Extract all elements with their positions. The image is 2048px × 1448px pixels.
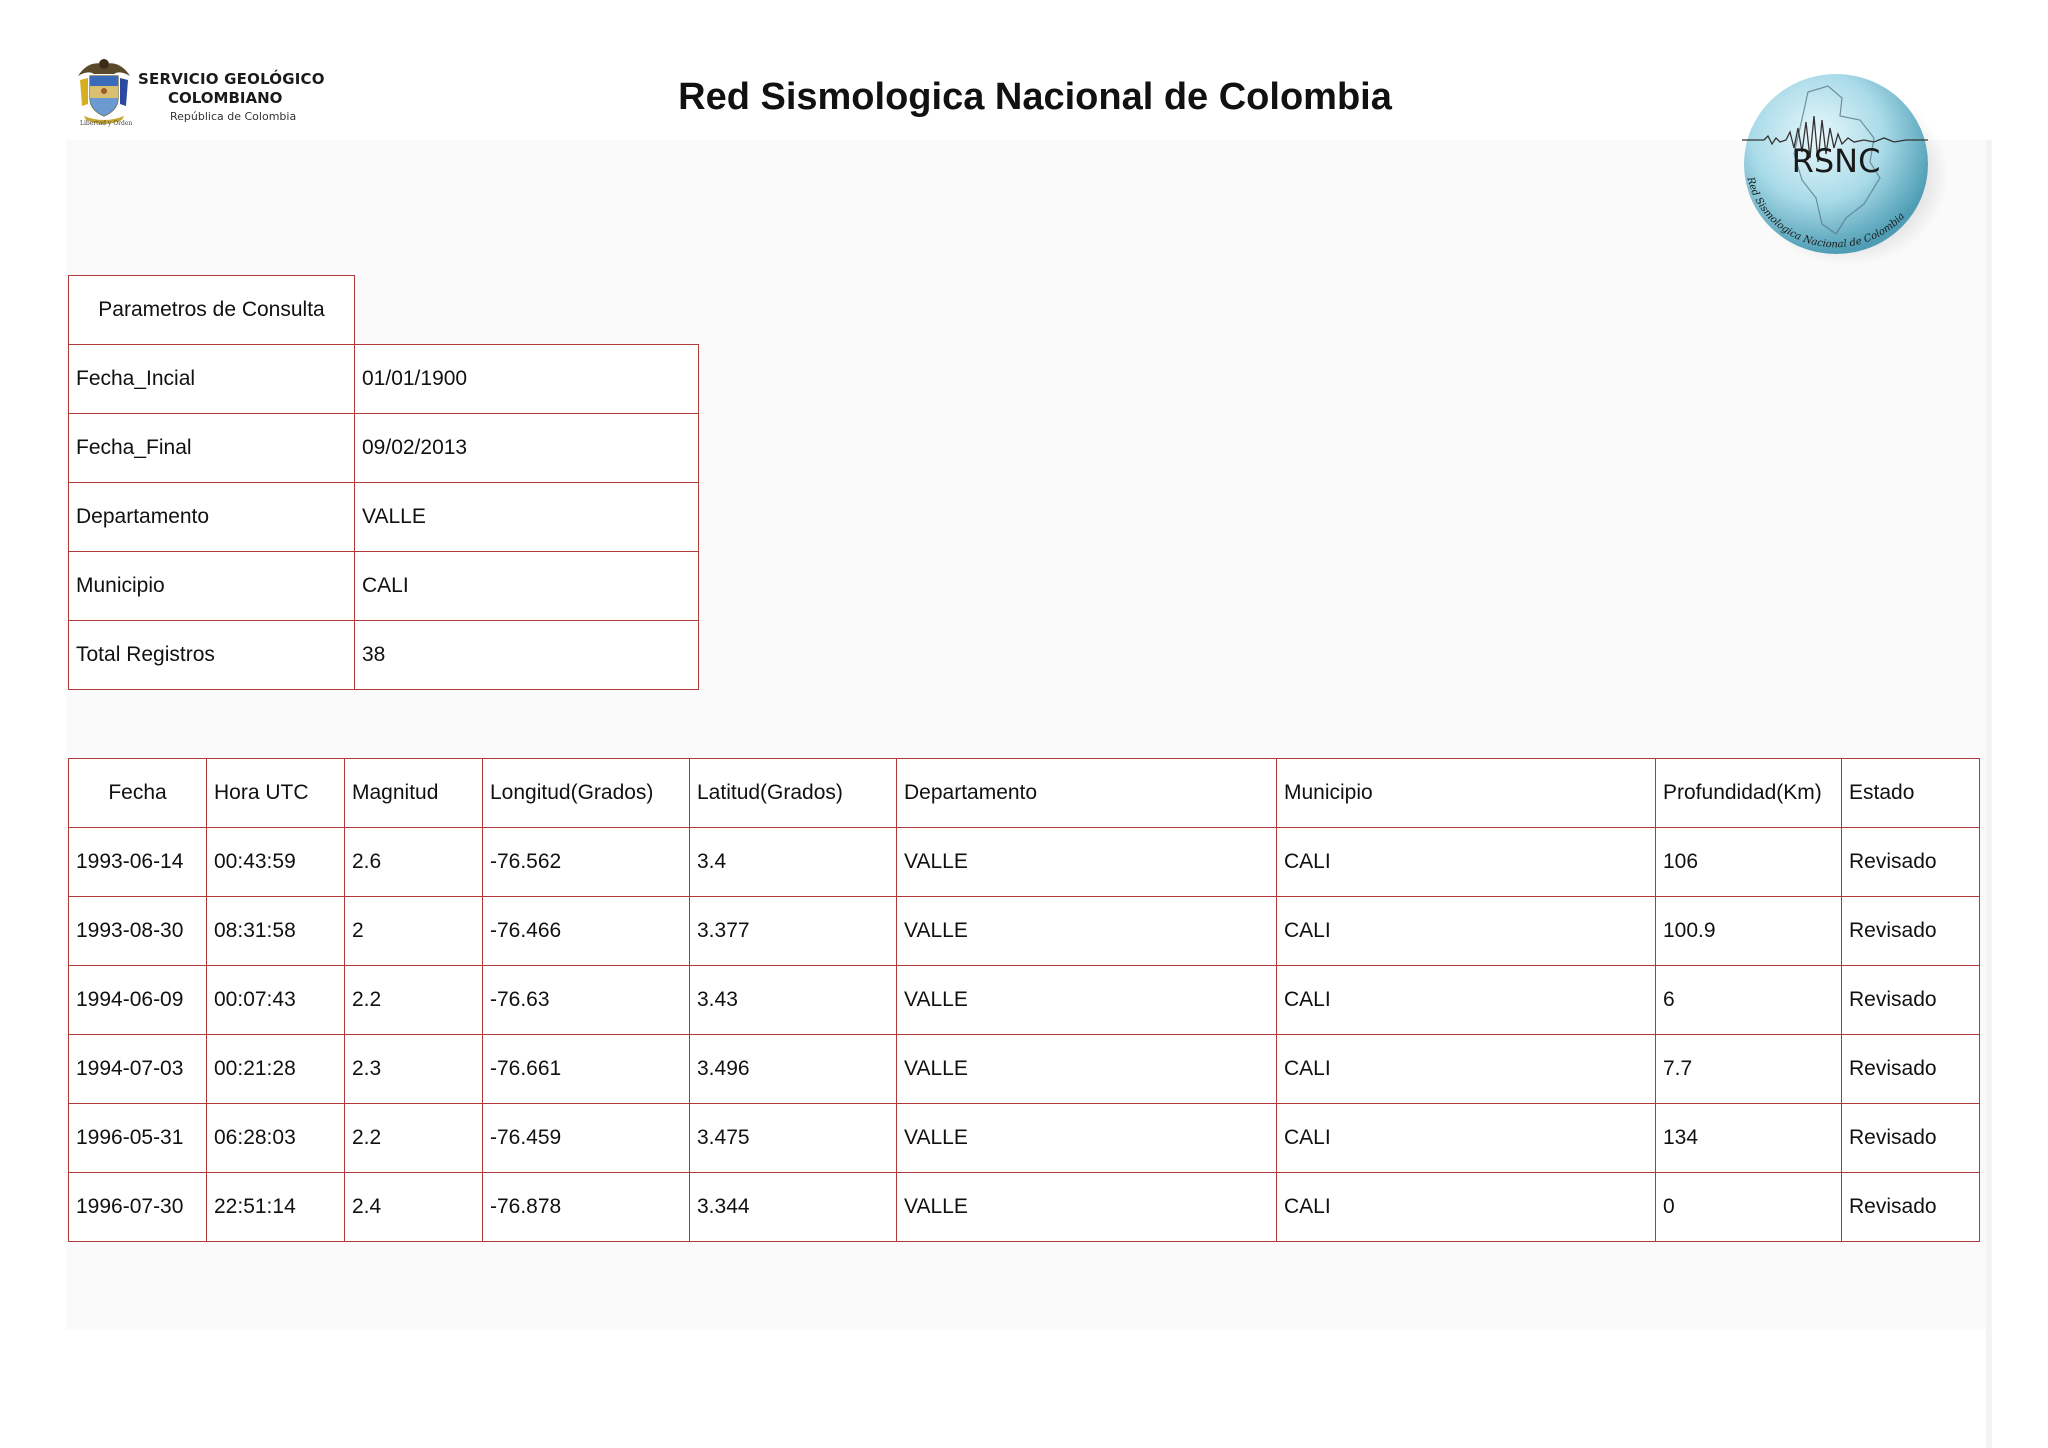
table-cell: Revisado: [1842, 897, 1980, 966]
crest-motto: Libertad y Orden: [80, 120, 133, 127]
rsnc-logo-icon: [1724, 58, 1946, 264]
table-cell: 00:07:43: [207, 966, 345, 1035]
table-cell: 3.344: [690, 1173, 897, 1242]
table-cell: 1996-07-30: [69, 1173, 207, 1242]
table-cell: 08:31:58: [207, 897, 345, 966]
table-cell: 134: [1656, 1104, 1842, 1173]
table-row: [69, 1104, 1980, 1173]
page-title: Red Sismologica Nacional de Colombia: [678, 76, 1392, 118]
column-header: Latitud(Grados): [690, 759, 897, 828]
params-row: [69, 345, 699, 414]
table-cell: VALLE: [897, 828, 1277, 897]
table-cell: 1994-06-09: [69, 966, 207, 1035]
table-cell: 106: [1656, 828, 1842, 897]
table-cell: 6: [1656, 966, 1842, 1035]
param-label: Departamento: [69, 483, 355, 552]
table-cell: 2: [345, 897, 483, 966]
table-cell: Revisado: [1842, 1104, 1980, 1173]
table-row: [69, 1173, 1980, 1242]
table-cell: VALLE: [897, 897, 1277, 966]
param-value: CALI: [355, 552, 699, 621]
table-cell: -76.466: [483, 897, 690, 966]
table-cell: 100.9: [1656, 897, 1842, 966]
column-header: Departamento: [897, 759, 1277, 828]
colombia-crest-icon: [74, 54, 134, 130]
table-row: [69, 828, 1980, 897]
column-header: Hora UTC: [207, 759, 345, 828]
params-heading: Parametros de Consulta: [69, 276, 355, 345]
table-cell: 1993-08-30: [69, 897, 207, 966]
column-header: Longitud(Grados): [483, 759, 690, 828]
table-cell: 0: [1656, 1173, 1842, 1242]
table-cell: 00:43:59: [207, 828, 345, 897]
params-heading-spacer: [355, 276, 699, 345]
table-cell: 1993-06-14: [69, 828, 207, 897]
table-cell: Revisado: [1842, 828, 1980, 897]
param-label: Total Registros: [69, 621, 355, 690]
table-cell: VALLE: [897, 1173, 1277, 1242]
table-cell: 2.2: [345, 1104, 483, 1173]
table-cell: 2.4: [345, 1173, 483, 1242]
table-cell: 00:21:28: [207, 1035, 345, 1104]
param-value: VALLE: [355, 483, 699, 552]
table-cell: 2.2: [345, 966, 483, 1035]
table-cell: -76.661: [483, 1035, 690, 1104]
table-cell: -76.63: [483, 966, 690, 1035]
table-cell: -76.562: [483, 828, 690, 897]
org-name-line1: SERVICIO GEOLÓGICO: [138, 70, 325, 88]
param-label: Fecha_Incial: [69, 345, 355, 414]
column-header: Profundidad(Km): [1656, 759, 1842, 828]
table-cell: 3.4: [690, 828, 897, 897]
params-table: [68, 275, 699, 690]
table-cell: 06:28:03: [207, 1104, 345, 1173]
param-label: Fecha_Final: [69, 414, 355, 483]
table-cell: 2.6: [345, 828, 483, 897]
table-row: [69, 1035, 1980, 1104]
table-cell: VALLE: [897, 1104, 1277, 1173]
column-header: Municipio: [1277, 759, 1656, 828]
table-cell: 7.7: [1656, 1035, 1842, 1104]
rsnc-ring-text: Red Sismologica Nacional de Colombia: [1744, 176, 1908, 251]
table-cell: 3.43: [690, 966, 897, 1035]
table-cell: CALI: [1277, 1173, 1656, 1242]
params-row: [69, 483, 699, 552]
table-row: [69, 966, 1980, 1035]
table-cell: CALI: [1277, 897, 1656, 966]
rsnc-text: RSNC: [1791, 142, 1881, 180]
table-cell: -76.878: [483, 1173, 690, 1242]
table-cell: 3.496: [690, 1035, 897, 1104]
table-row: [69, 897, 1980, 966]
column-header: Magnitud: [345, 759, 483, 828]
table-cell: VALLE: [897, 1035, 1277, 1104]
org-name-line2: COLOMBIANO: [168, 89, 283, 107]
table-cell: VALLE: [897, 966, 1277, 1035]
table-cell: CALI: [1277, 828, 1656, 897]
table-cell: -76.459: [483, 1104, 690, 1173]
table-cell: 22:51:14: [207, 1173, 345, 1242]
params-heading-row: [69, 276, 699, 345]
params-row: [69, 621, 699, 690]
sgc-logo: [74, 52, 325, 134]
table-cell: Revisado: [1842, 1173, 1980, 1242]
table-cell: CALI: [1277, 1035, 1656, 1104]
table-cell: Revisado: [1842, 1035, 1980, 1104]
results-table: [68, 758, 1980, 1242]
page-shade-edge: [1986, 140, 1992, 1448]
table-cell: 1994-07-03: [69, 1035, 207, 1104]
params-row: [69, 552, 699, 621]
table-cell: CALI: [1277, 966, 1656, 1035]
org-country: República de Colombia: [170, 110, 297, 123]
column-header: Fecha: [69, 759, 207, 828]
param-value: 09/02/2013: [355, 414, 699, 483]
table-cell: Revisado: [1842, 966, 1980, 1035]
param-value: 38: [355, 621, 699, 690]
table-cell: 2.3: [345, 1035, 483, 1104]
table-cell: CALI: [1277, 1104, 1656, 1173]
table-cell: 1996-05-31: [69, 1104, 207, 1173]
table-cell: 3.475: [690, 1104, 897, 1173]
params-row: [69, 414, 699, 483]
column-header: Estado: [1842, 759, 1980, 828]
param-value: 01/01/1900: [355, 345, 699, 414]
param-label: Municipio: [69, 552, 355, 621]
results-header-row: [69, 759, 1980, 828]
table-cell: 3.377: [690, 897, 897, 966]
